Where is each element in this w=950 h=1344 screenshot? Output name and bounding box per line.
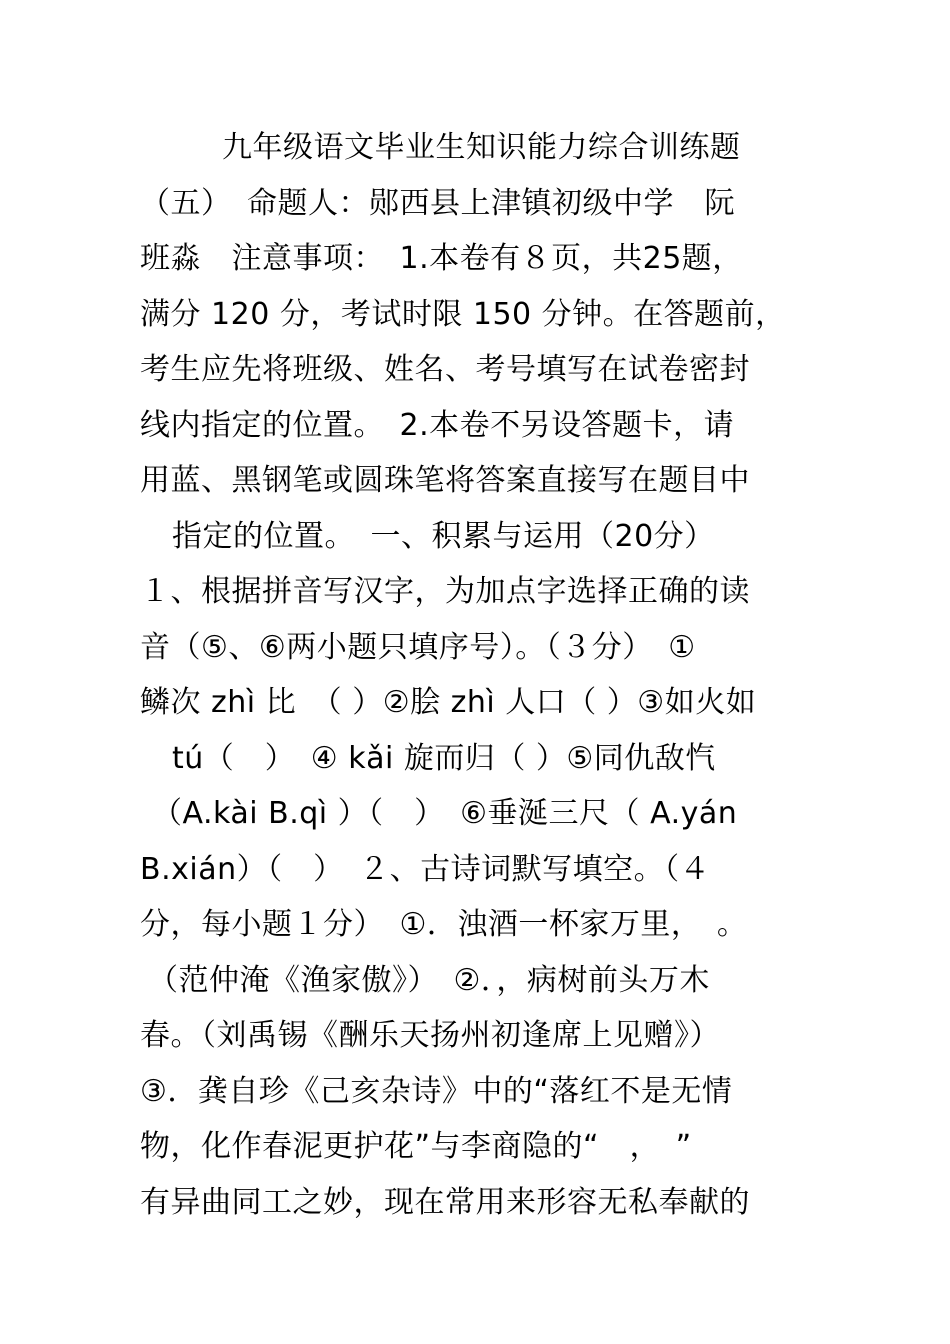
text-line: 音（⑤、⑥两小题只填序号）。（３分） ①: [140, 629, 696, 665]
text-line: 考生应先将班级、姓名、考号填写在试卷密封: [140, 352, 750, 387]
document-title: 九年级语文毕业生知识能力综合训练题: [222, 130, 741, 165]
text-line: 班淼 注意事项： 1.本卷有８页，共25题，: [140, 241, 743, 276]
text-line: ③．龚自珍《己亥杂诗》中的“落红不是无情: [140, 1073, 733, 1109]
text-line: B.xián）（ ） ２、古诗词默写填空。（４: [140, 851, 711, 887]
text-line: 满分 120 分，考试时限 150 分钟。在答题前，: [140, 296, 786, 332]
text-line: 线内指定的位置。 2.本卷不另设答题卡，请: [140, 407, 735, 443]
text-line: tú（ ） ④ kǎi 旋而归（ ）⑤同仇敌忾: [172, 740, 716, 776]
section-heading-line: 指定的位置。 一、积累与运用（20分）: [172, 518, 715, 554]
text-line: 有异曲同工之妙，现在常用来形容无私奉献的: [140, 1184, 750, 1220]
text-line: 鳞次 zhì 比 （ ）②脍 zhì 人口（ ）③如火如: [140, 685, 757, 720]
text-line: １、根据拼音写汉字，为加点字选择正确的读: [140, 574, 750, 609]
text-line: （五） 命题人：郧西县上津镇初级中学 阮: [140, 185, 735, 221]
text-line: 分，每小题１分） ①．浊酒一杯家万里， 。: [140, 907, 748, 942]
text-line: （范仲淹《渔家傲》） ②．，病树前头万木: [148, 962, 710, 998]
text-line: 用蓝、黑钢笔或圆珠笔将答案直接写在题目中: [140, 463, 750, 498]
text-line: （A.kài B.qì ）（ ） ⑥垂涎三尺（ A.yán: [152, 796, 738, 831]
text-line: 春。（刘禹锡《酬乐天扬州初逢席上见赠》）: [140, 1018, 720, 1053]
text-line: 物，化作春泥更护花”与李商隐的“ ， ”: [140, 1129, 692, 1164]
